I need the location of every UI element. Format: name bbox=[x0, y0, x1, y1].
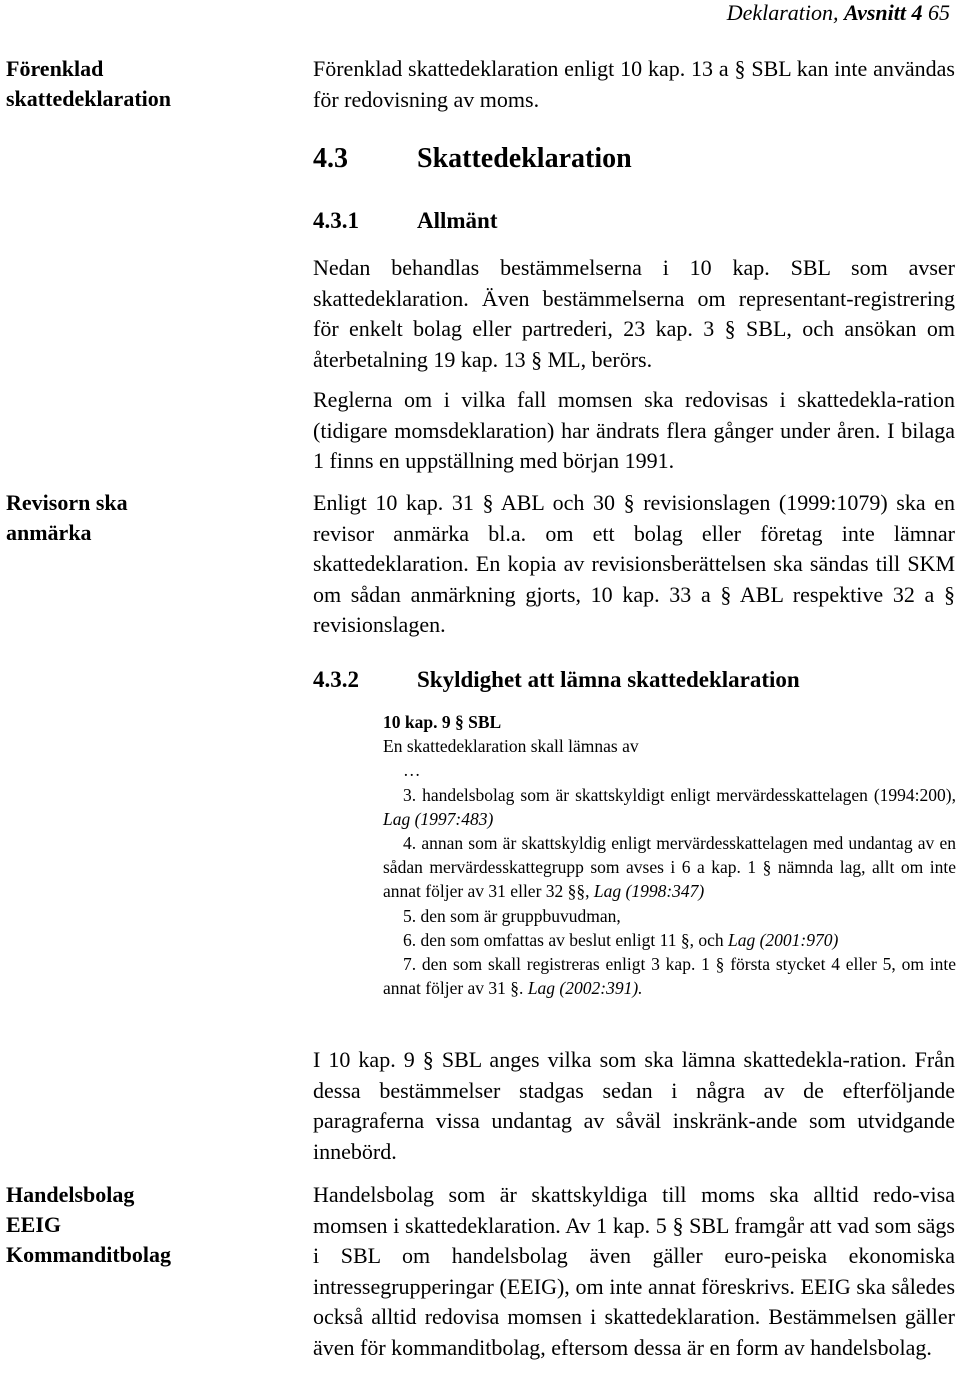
heading-4-3-1: 4.3.1 Allmänt bbox=[313, 208, 498, 233]
paragraph-handelsbolag: Handelsbolag som är skattskyldiga till moms ska alltid redo-visa momsen i skattedeklaration. Av 1 kap. 5 § SBL framgår att vad som sägs i SBL om handelsbolag även gäller euro-peiska ekonomiska intressegrupperingar (EEIG), om inte annat föreskrivs. EEIG ska således också alltid redovisa momsen i skattedeklaration. Bestämmelsen gäller även för kommanditbolag, eftersom dessa är en form av handelsbolag. bbox=[313, 1182, 955, 1360]
quote-item-7: 7. den som skall registreras enligt 3 kap. 1 § första stycket 4 eller 5, om inte annat följer av 31 §. Lag (2002:391). bbox=[383, 954, 956, 999]
header-prefix: Deklaration, bbox=[726, 0, 845, 25]
heading-4-3: 4.3 Skattedeklaration bbox=[313, 143, 632, 174]
margin-note-revisorn: Revisorn ska anmärka bbox=[6, 490, 128, 545]
page-header bbox=[727, 0, 950, 26]
margin-note-forenklad: Förenklad skattedeklaration bbox=[6, 56, 171, 111]
quote-item-5: 5. den som är gruppbuvudman, bbox=[403, 905, 621, 926]
header-section: Avsnitt 4 bbox=[844, 0, 923, 25]
quote-item-3: 3. handelsbolag som är skattskyldigt enligt mervärdesskattelagen (1994:200), Lag (1997:483) bbox=[383, 784, 956, 829]
paragraph-forenklad: Förenklad skattedeklaration enligt 10 kap. 13 a § SBL kan inte användas för redovisning av moms. bbox=[313, 56, 955, 112]
heading-4-3-2: 4.3.2 Skyldighet att lämna skattedeklaration bbox=[313, 667, 800, 692]
quote-item-6: 6. den som omfattas av beslut enligt 11 §, och Lag (2001:970) bbox=[403, 929, 839, 950]
margin-note-handelsbolag: Handelsbolag EEIG Kommanditbolag bbox=[6, 1182, 172, 1267]
quote-item-4: 4. annan som är skattskyldig enligt mervärdesskattelagen med undantag av en sådan mervärdesskattegrupp som avses i 6 a kap. 1 § nämnda lag, allt om inte annat följer av 31 eller 32 §§, Lag (1998:347) bbox=[383, 833, 956, 902]
quote-title: 10 kap. 9 § SBL bbox=[383, 712, 502, 732]
law-quote bbox=[383, 710, 956, 1000]
quote-ellipsis: … bbox=[403, 760, 421, 781]
paragraph-revisor: Enligt 10 kap. 31 § ABL och 30 § revisionslagen (1999:1079) ska en revisor anmärka bl.a. om ett bolag eller företag inte lämnar skattedeklaration. En kopia av revisionsberättelsen ska sändas till SKM om sådan anmärkning gjorts, 10 kap. 33 a § ABL respektive 32 a § revisionslagen. bbox=[313, 490, 955, 637]
paragraph-reglerna: Reglerna om i vilka fall momsen ska redovisas i skattedekla-ration (tidigare momsdeklaration) har ändrats flera gånger under åren. I bilaga 1 finns en uppställning med början 1991. bbox=[313, 387, 955, 473]
paragraph-allmant: Nedan behandlas bestämmelserna i 10 kap. SBL som avser skattedeklaration. Även bestämmelserna om representant-registrering för enkelt bolag eller partrederi, 23 kap. 3 § SBL, och ansökan om återbetalning 19 kap. 13 § ML, berörs. bbox=[313, 255, 955, 372]
paragraph-10-kap-9: I 10 kap. 9 § SBL anges vilka som ska lämna skattedekla-ration. Från dessa bestämmelser stadgas sedan i några av de efterföljande paragraferna vissa undantag av såväl inskränk-ande som utvidgande innebörd. bbox=[313, 1047, 955, 1164]
page-number: 65 bbox=[922, 0, 950, 25]
quote-intro: En skattedeklaration skall lämnas av bbox=[383, 736, 639, 757]
